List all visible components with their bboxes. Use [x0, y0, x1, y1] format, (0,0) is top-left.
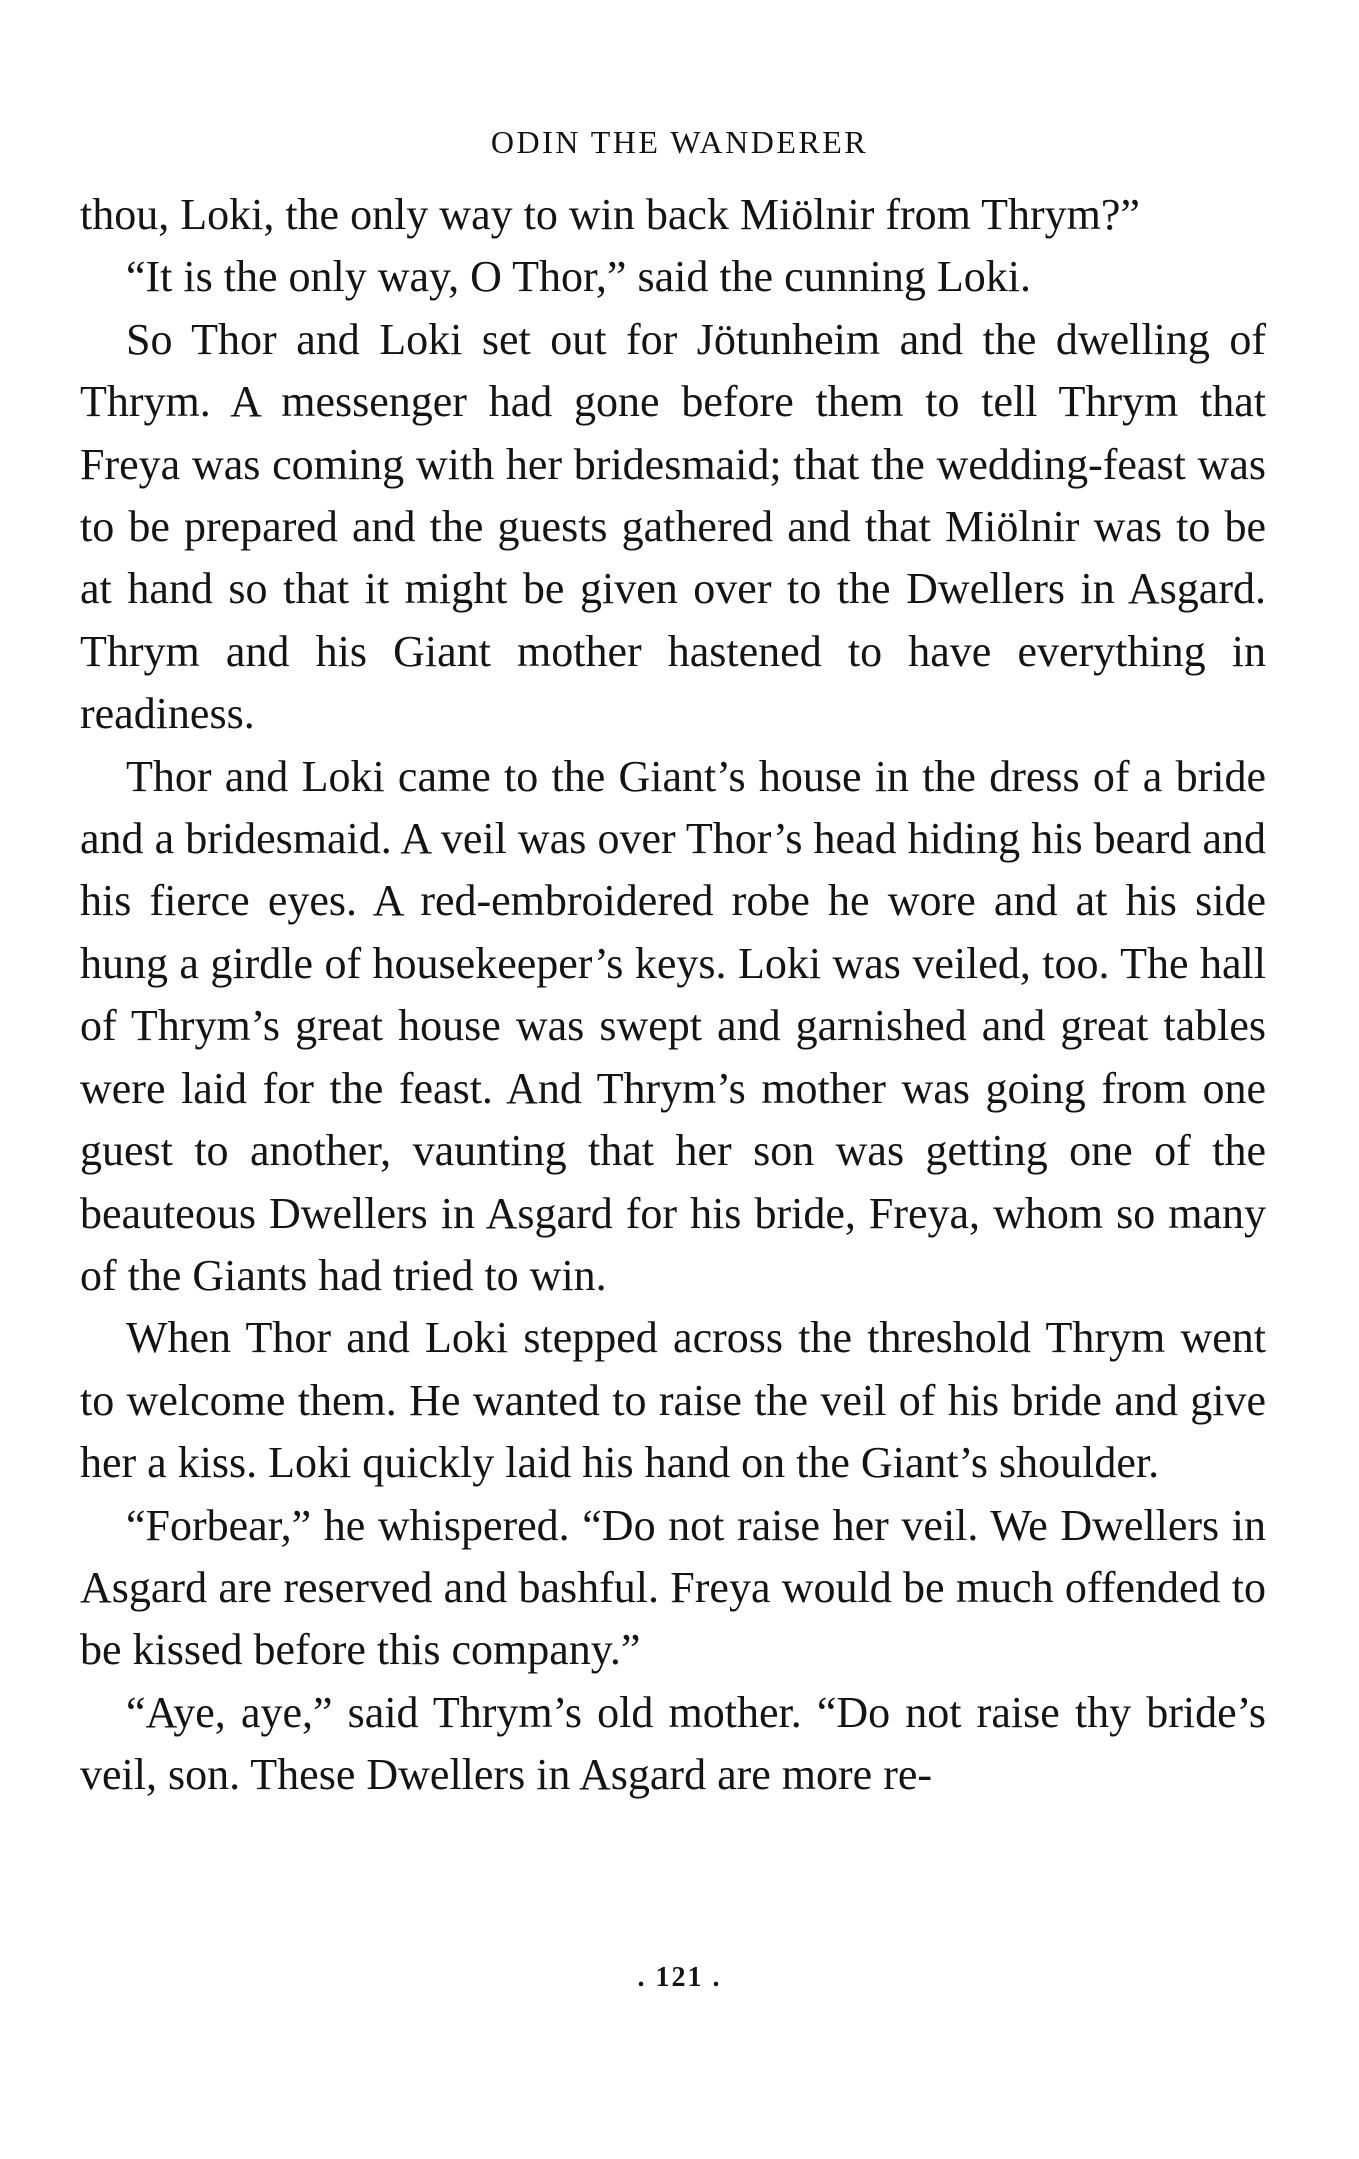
body-text: [80, 184, 1266, 1807]
paragraph: When Thor and Loki stepped across the threshold Thrym went to welcome them. He wanted to raise the veil of his bride and give her a kiss. Loki quickly laid his hand on the Giant’s shoulder.: [80, 1313, 1266, 1488]
page-number: . 121 .: [637, 1962, 722, 1993]
paragraph: “It is the only way, O Thor,” said the cunning Loki.: [126, 252, 1031, 302]
running-head: ODIN THE WANDERER: [490, 124, 869, 160]
paragraph: “Forbear,” he whispered. “Do not raise her veil. We Dwellers in Asgard are reserved and bashful. Freya would be much offended to be kissed before this company.”: [80, 1500, 1266, 1675]
paragraph: So Thor and Loki set out for Jötunheim and the dwelling of Thrym. A messenger had gone before them to tell Thrym that Freya was coming with her bridesmaid; that the wedding-feast was to be prepared and the guests gathered and that Miölnir was to be at hand so that it might be given over to the Dwellers in Asgard. Thrym and his Giant mother hastened to have everything in readiness.: [80, 314, 1266, 739]
paragraph: “Aye, aye,” said Thrym’s old mother. “Do not raise thy bride’s veil, son. These Dwellers in Asgard are more re-: [80, 1687, 1266, 1800]
paragraph-continued: thou, Loki, the only way to win back Miölnir from Thrym?”: [80, 190, 1140, 239]
paragraph: Thor and Loki came to the Giant’s house in the dress of a bride and a bridesmaid. A veil was over Thor’s head hiding his beard and his fierce eyes. A red-embroidered robe he wore and at his side hung a girdle of housekeeper’s keys. Loki was veiled, too. The hall of Thrym’s great house was swept and garnished and great tables were laid for the feast. And Thrym’s mother was going from one guest to another, vaunting that her son was getting one of the beauteous Dwellers in Asgard for his bride, Freya, whom so many of the Giants had tried to win.: [80, 751, 1266, 1300]
